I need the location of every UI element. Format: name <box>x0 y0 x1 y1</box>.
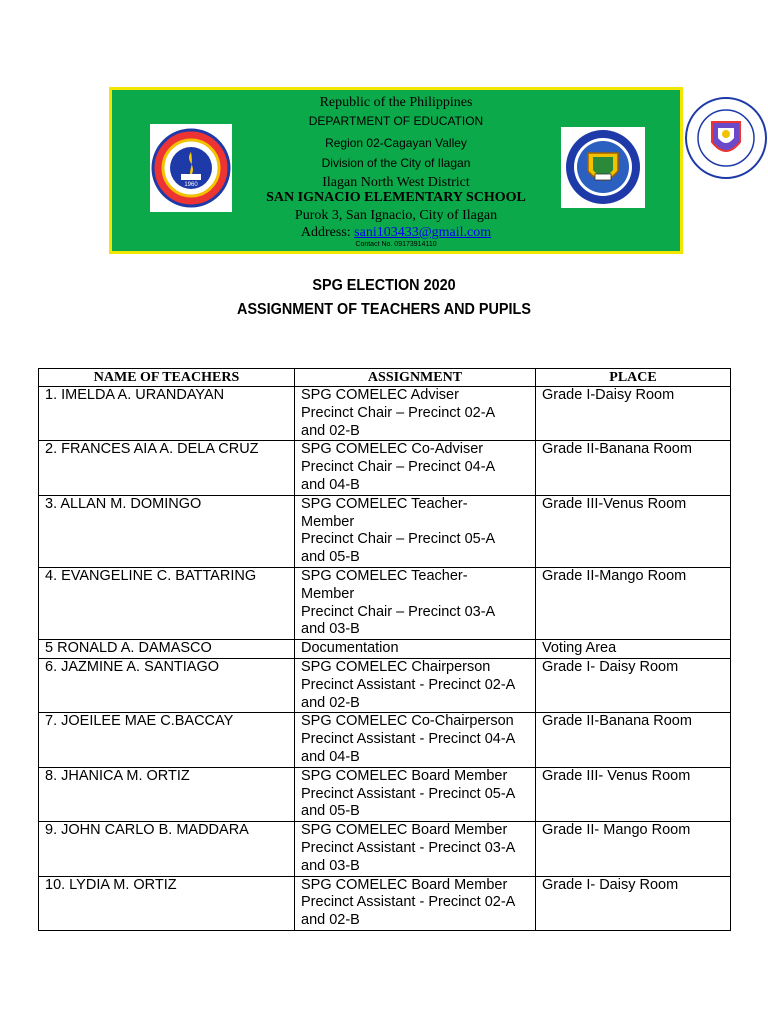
table-row <box>39 658 731 712</box>
assignment-line: SPG COMELEC Chairperson <box>301 658 491 675</box>
assignment-line: Precinct Chair – Precinct 04-A <box>301 459 496 476</box>
assignment-line: SPG COMELEC Co-Adviser <box>301 441 484 458</box>
table-row <box>39 441 731 495</box>
school-name: SAN IGNACIO ELEMENTARY SCHOOL <box>266 190 526 205</box>
assignment-line: Precinct Assistant - Precinct 04-A <box>301 731 516 748</box>
document-title: SPG ELECTION 2020 <box>312 277 456 294</box>
address-line: Purok 3, San Ignacio, City of Ilagan <box>294 208 498 223</box>
assignment-cell <box>295 387 536 441</box>
assignment-line: SPG COMELEC Board Member <box>301 876 508 893</box>
deped-seal-icon <box>561 127 645 208</box>
region-line: Region 02-Cagayan Valley <box>325 136 467 150</box>
table-body <box>39 387 731 931</box>
place-cell: Grade I- Daisy Room <box>536 658 731 712</box>
teacher-name-cell: 1. IMELDA A. URANDAYAN <box>39 387 295 441</box>
place-cell: Grade I-Daisy Room <box>536 387 731 441</box>
teacher-name-cell: 4. EVANGELINE C. BATTARING <box>39 567 295 639</box>
assignment-line: SPG COMELEC Board Member <box>301 822 508 839</box>
district-line: Ilagan North West District <box>322 175 470 190</box>
assignment-cell <box>295 876 536 930</box>
email-line <box>112 223 680 240</box>
assignment-line: SPG COMELEC Teacher- <box>301 495 468 512</box>
assignment-table <box>38 368 731 931</box>
teacher-name-cell: 2. FRANCES AIA A. DELA CRUZ <box>39 441 295 495</box>
teacher-name-cell: 6. JAZMINE A. SANTIAGO <box>39 658 295 712</box>
header-name: NAME OF TEACHERS <box>39 369 295 387</box>
place-cell: Grade II- Mango Room <box>536 822 731 876</box>
assignment-line: SPG COMELEC Co-Chairperson <box>301 713 514 730</box>
department-line: DEPARTMENT OF EDUCATION <box>308 114 484 128</box>
assignment-line: and 03-B <box>301 857 360 874</box>
division-line: Division of the City of Ilagan <box>321 156 471 170</box>
assignment-cell <box>295 658 536 712</box>
assignment-line: Precinct Assistant - Precinct 02-A <box>301 894 516 911</box>
assignment-line: SPG COMELEC Adviser <box>301 387 459 403</box>
letterhead <box>109 87 683 254</box>
assignment-cell <box>295 441 536 495</box>
assignment-line: Member <box>301 585 355 602</box>
table-row <box>39 387 731 441</box>
teacher-name-cell: 8. JHANICA M. ORTIZ <box>39 767 295 821</box>
table-row <box>39 640 731 659</box>
table-row <box>39 567 731 639</box>
assignment-line: and 04-B <box>301 476 360 493</box>
assignment-line: and 03-B <box>301 621 360 638</box>
document-subtitle: ASSIGNMENT OF TEACHERS AND PUPILS <box>237 301 531 318</box>
teacher-name-cell: 5 RONALD A. DAMASCO <box>39 640 295 659</box>
assignment-line: and 05-B <box>301 803 360 820</box>
assignment-line: and 05-B <box>301 549 360 566</box>
assignment-line: and 02-B <box>301 422 360 439</box>
email-link[interactable]: sani103433@gmail.com <box>354 225 492 240</box>
assignment-line: and 04-B <box>301 748 360 765</box>
place-cell: Grade II-Banana Room <box>536 713 731 767</box>
table-row <box>39 876 731 930</box>
assignment-line: Precinct Chair – Precinct 03-A <box>301 603 496 620</box>
kagawaran-seal-icon <box>684 92 768 184</box>
header-assignment: ASSIGNMENT <box>295 369 536 387</box>
assignment-cell <box>295 495 536 567</box>
place-cell: Voting Area <box>536 640 731 659</box>
assignment-line: Precinct Assistant - Precinct 02-A <box>301 676 516 693</box>
assignment-line: and 02-B <box>301 912 360 929</box>
assignment-line: SPG COMELEC Board Member <box>301 767 508 784</box>
place-cell: Grade II-Mango Room <box>536 567 731 639</box>
assignment-line: SPG COMELEC Teacher- <box>301 567 468 584</box>
republic-line: Republic of the Philippines <box>319 95 473 110</box>
place-cell: Grade III-Venus Room <box>536 495 731 567</box>
assignment-line: and 02-B <box>301 694 360 711</box>
assignment-cell <box>295 767 536 821</box>
table-row <box>39 822 731 876</box>
assignment-cell <box>295 713 536 767</box>
table-row <box>39 495 731 567</box>
assignment-cell <box>295 822 536 876</box>
contact-line: Contact No. 09173914110 <box>355 241 437 248</box>
assignment-cell <box>295 567 536 639</box>
address-label: Address: <box>300 225 355 240</box>
svg-text:1960: 1960 <box>184 182 198 188</box>
table-row <box>39 713 731 767</box>
teacher-name-cell: 7. JOEILEE MAE C.BACCAY <box>39 713 295 767</box>
assignment-line: Precinct Chair – Precinct 02-A <box>301 404 496 421</box>
place-cell: Grade II-Banana Room <box>536 441 731 495</box>
header-place: PLACE <box>536 369 731 387</box>
place-cell: Grade I- Daisy Room <box>536 876 731 930</box>
table-row <box>39 767 731 821</box>
teacher-name-cell: 3. ALLAN M. DOMINGO <box>39 495 295 567</box>
table-header-row <box>39 369 731 387</box>
assignment-line: Member <box>301 513 355 530</box>
teacher-name-cell: 10. LYDIA M. ORTIZ <box>39 876 295 930</box>
place-cell: Grade III- Venus Room <box>536 767 731 821</box>
teacher-name-cell: 9. JOHN CARLO B. MADDARA <box>39 822 295 876</box>
assignment-cell <box>295 640 536 659</box>
assignment-line: Documentation <box>301 640 399 657</box>
assignment-line: Precinct Assistant - Precinct 05-A <box>301 785 516 802</box>
assignment-line: Precinct Assistant - Precinct 03-A <box>301 839 516 856</box>
assignment-line: Precinct Chair – Precinct 05-A <box>301 531 496 548</box>
